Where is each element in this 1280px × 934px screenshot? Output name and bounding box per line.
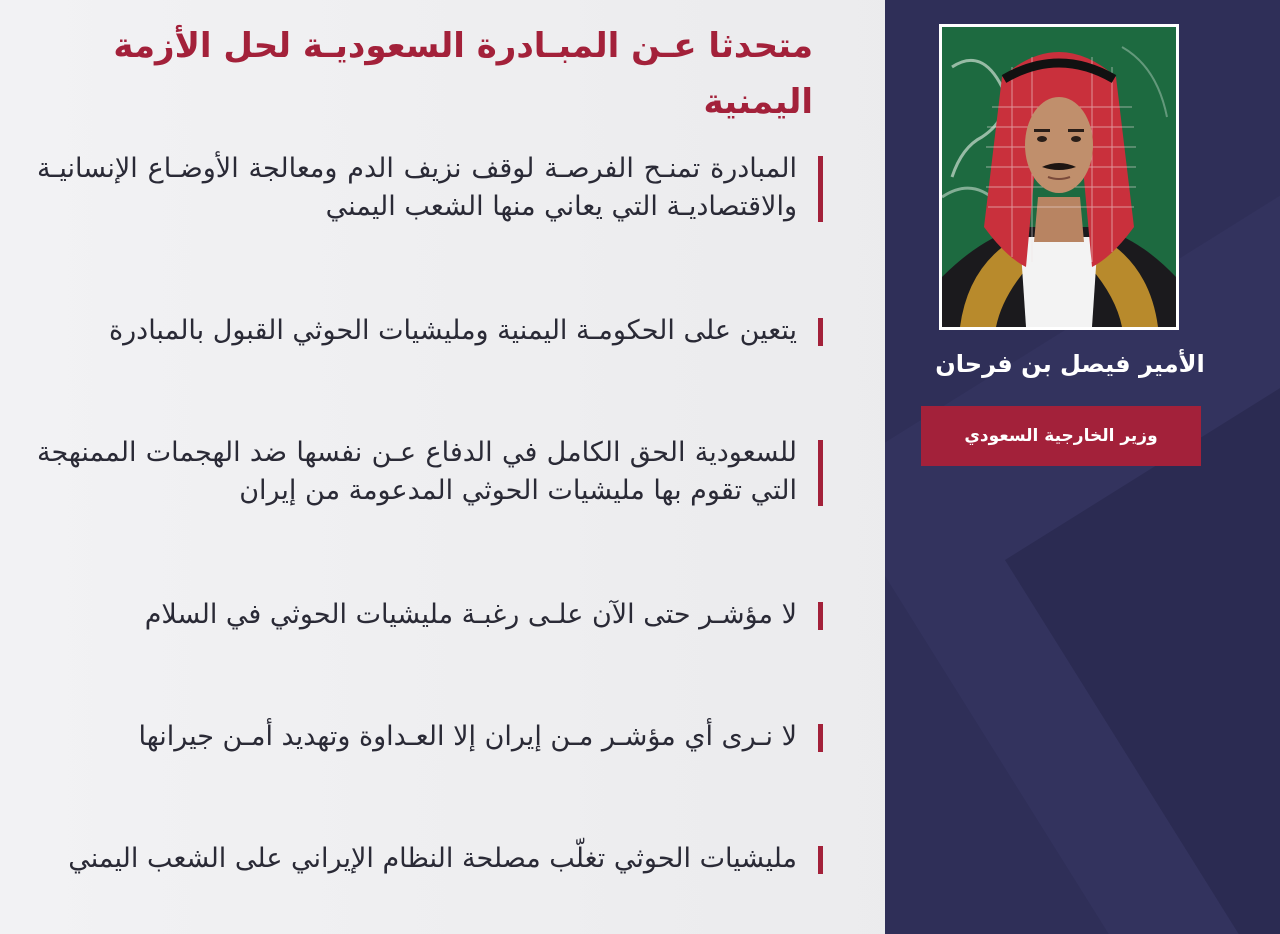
portrait-illustration — [942, 27, 1176, 327]
statement-text: للسعودية الحق الكامل في الدفاع عـن نفسها ضد الهجمات الممنهجة التي تقوم بها مليشيات الحوثي المدعومة من إيران — [37, 437, 797, 506]
statement-text: مليشيات الحوثي تغلّب مصلحة النظام الإيراني على الشعب اليمني — [68, 843, 797, 874]
statement-item — [37, 840, 823, 878]
statement-item — [37, 596, 823, 634]
statement-item — [37, 150, 823, 226]
statement-item — [37, 312, 823, 350]
statement-text: لا مؤشـر حتى الآن علـى رغبـة مليشيات الحوثي في السلام — [144, 599, 797, 630]
statement-item — [37, 434, 823, 510]
statement-item — [37, 718, 823, 756]
accent-bar — [818, 846, 823, 874]
accent-bar — [818, 724, 823, 752]
portrait-photo — [939, 24, 1179, 330]
statement-text: المبادرة تمنـح الفرصـة لوقف نزيف الدم ومعالجة الأوضـاع الإنسانيـة والاقتصاديـة التي يعاني منها الشعب اليمني — [37, 153, 797, 222]
profile-panel — [885, 0, 1280, 934]
headline: متحدثا عـن المبـادرة السعوديـة لحل الأزمة اليمنية — [113, 26, 813, 122]
statement-text: لا نـرى أي مؤشـر مـن إيران إلا العـداوة وتهديد أمـن جيرانها — [138, 721, 797, 752]
accent-bar — [818, 318, 823, 346]
accent-bar — [818, 440, 823, 506]
accent-bar — [818, 602, 823, 630]
statement-text: يتعين على الحكومـة اليمنية ومليشيات الحوثي القبول بالمبادرة — [109, 315, 797, 346]
role-badge: وزير الخارجية السعودي — [921, 406, 1201, 466]
accent-bar — [818, 156, 823, 222]
person-name: الأمير فيصل بن فرحان — [935, 350, 1205, 378]
